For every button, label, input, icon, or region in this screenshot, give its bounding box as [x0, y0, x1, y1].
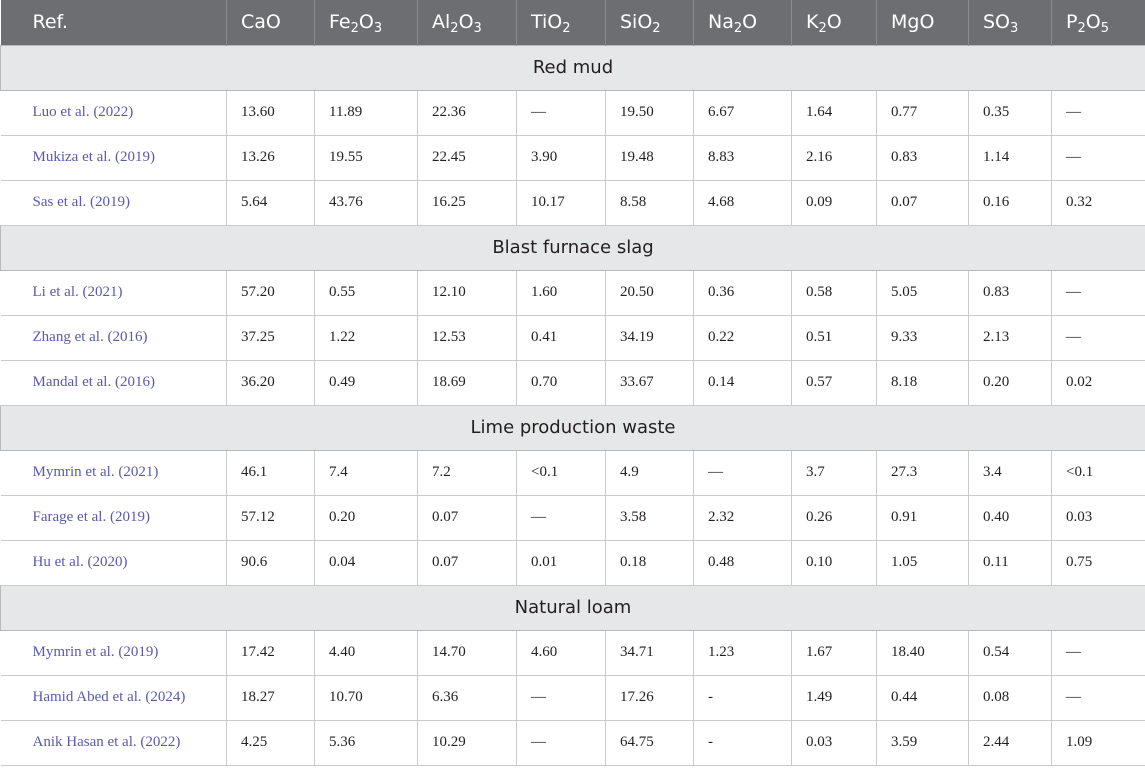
table-body: [1, 45, 1145, 765]
cell-cao: 37.25: [227, 315, 315, 360]
cell-tio2: —: [517, 495, 606, 540]
cell-p2o5: 0.03: [1052, 495, 1145, 540]
cell-na2o: 6.67: [694, 90, 792, 135]
cell-p2o5: —: [1052, 270, 1145, 315]
cell-mgo: 18.40: [877, 630, 969, 675]
cell-k2o: 1.64: [792, 90, 877, 135]
table-row: [1, 270, 1145, 315]
cell-cao: 5.64: [227, 180, 315, 225]
cell-al2o3: 16.25: [418, 180, 517, 225]
cell-fe2o3: 11.89: [315, 90, 418, 135]
cell-tio2: 4.60: [517, 630, 606, 675]
cell-al2o3: 12.10: [418, 270, 517, 315]
cell-na2o: 0.22: [694, 315, 792, 360]
cell-sio2: 8.58: [606, 180, 694, 225]
cell-mgo: 0.07: [877, 180, 969, 225]
cell-fe2o3: 19.55: [315, 135, 418, 180]
cell-na2o: 1.23: [694, 630, 792, 675]
cell-tio2: 3.90: [517, 135, 606, 180]
cell-al2o3: 14.70: [418, 630, 517, 675]
cell-na2o: 0.48: [694, 540, 792, 585]
table-row: [1, 630, 1145, 675]
cell-cao: 18.27: [227, 675, 315, 720]
cell-mgo: 0.77: [877, 90, 969, 135]
cell-na2o: -: [694, 675, 792, 720]
header-sio2: SiO$_2$: [606, 0, 694, 45]
cell-so3: 0.83: [969, 270, 1052, 315]
cell-mgo: 5.05: [877, 270, 969, 315]
cell-cao: 17.42: [227, 630, 315, 675]
header-ref: Ref.: [1, 0, 227, 45]
reference-link[interactable]: Anik Hasan et al. (2022): [1, 720, 227, 765]
reference-link[interactable]: Hamid Abed et al. (2024): [1, 675, 227, 720]
cell-cao: 13.26: [227, 135, 315, 180]
cell-k2o: 0.10: [792, 540, 877, 585]
cell-sio2: 20.50: [606, 270, 694, 315]
cell-fe2o3: 0.20: [315, 495, 418, 540]
group-title: Blast furnace slag: [1, 225, 1145, 270]
cell-cao: 90.6: [227, 540, 315, 585]
cell-sio2: 0.18: [606, 540, 694, 585]
cell-sio2: 19.48: [606, 135, 694, 180]
reference-link[interactable]: Sas et al. (2019): [1, 180, 227, 225]
cell-sio2: 64.75: [606, 720, 694, 765]
reference-link[interactable]: Li et al. (2021): [1, 270, 227, 315]
table-row: [1, 360, 1145, 405]
cell-p2o5: —: [1052, 630, 1145, 675]
cell-fe2o3: 0.55: [315, 270, 418, 315]
cell-mgo: 0.44: [877, 675, 969, 720]
cell-sio2: 3.58: [606, 495, 694, 540]
cell-fe2o3: 0.04: [315, 540, 418, 585]
cell-k2o: 0.09: [792, 180, 877, 225]
cell-k2o: 0.58: [792, 270, 877, 315]
cell-mgo: 3.59: [877, 720, 969, 765]
cell-tio2: 0.41: [517, 315, 606, 360]
cell-so3: 0.20: [969, 360, 1052, 405]
cell-cao: 4.25: [227, 720, 315, 765]
cell-sio2: 34.71: [606, 630, 694, 675]
cell-p2o5: —: [1052, 135, 1145, 180]
cell-tio2: —: [517, 90, 606, 135]
reference-link[interactable]: Mandal et al. (2016): [1, 360, 227, 405]
table-row: [1, 675, 1145, 720]
cell-al2o3: 6.36: [418, 675, 517, 720]
cell-mgo: 1.05: [877, 540, 969, 585]
cell-cao: 57.20: [227, 270, 315, 315]
table-row: [1, 720, 1145, 765]
cell-tio2: 1.60: [517, 270, 606, 315]
cell-na2o: 0.14: [694, 360, 792, 405]
cell-k2o: 0.51: [792, 315, 877, 360]
cell-p2o5: —: [1052, 315, 1145, 360]
group-header-row: [1, 585, 1145, 630]
cell-p2o5: 0.32: [1052, 180, 1145, 225]
table-row: [1, 180, 1145, 225]
header-na2o: $Na_2O$: [694, 0, 792, 45]
cell-p2o5: —: [1052, 90, 1145, 135]
cell-so3: 2.13: [969, 315, 1052, 360]
reference-link[interactable]: Hu et al. (2020): [1, 540, 227, 585]
table-row: [1, 315, 1145, 360]
header-mgo: MgO: [877, 0, 969, 45]
reference-link[interactable]: Luo et al. (2022): [1, 90, 227, 135]
group-title: Red mud: [1, 45, 1145, 90]
header-row: [1, 0, 1145, 45]
cell-k2o: 2.16: [792, 135, 877, 180]
cell-so3: 0.40: [969, 495, 1052, 540]
cell-na2o: -: [694, 720, 792, 765]
reference-link[interactable]: Zhang et al. (2016): [1, 315, 227, 360]
cell-k2o: 0.26: [792, 495, 877, 540]
cell-al2o3: 18.69: [418, 360, 517, 405]
header-al2o3: $Al_2O_3$: [418, 0, 517, 45]
table-row: [1, 540, 1145, 585]
cell-k2o: 0.57: [792, 360, 877, 405]
header-tio2: TiO$_2$: [517, 0, 606, 45]
cell-mgo: 27.3: [877, 450, 969, 495]
reference-link[interactable]: Mukiza et al. (2019): [1, 135, 227, 180]
cell-sio2: 34.19: [606, 315, 694, 360]
cell-fe2o3: 4.40: [315, 630, 418, 675]
table-row: [1, 495, 1145, 540]
cell-mgo: 8.18: [877, 360, 969, 405]
cell-cao: 57.12: [227, 495, 315, 540]
cell-p2o5: 1.09: [1052, 720, 1145, 765]
cell-cao: 36.20: [227, 360, 315, 405]
group-header-row: [1, 45, 1145, 90]
cell-so3: 0.54: [969, 630, 1052, 675]
cell-fe2o3: 7.4: [315, 450, 418, 495]
cell-cao: 13.60: [227, 90, 315, 135]
cell-so3: 3.4: [969, 450, 1052, 495]
table-row: [1, 135, 1145, 180]
cell-mgo: 9.33: [877, 315, 969, 360]
header-so3: $SO_3$: [969, 0, 1052, 45]
reference-link[interactable]: Mymrin et al. (2021): [1, 450, 227, 495]
cell-so3: 0.08: [969, 675, 1052, 720]
cell-k2o: 1.49: [792, 675, 877, 720]
group-title: Lime production waste: [1, 405, 1145, 450]
cell-al2o3: 12.53: [418, 315, 517, 360]
cell-tio2: <0.1: [517, 450, 606, 495]
group-header-row: [1, 405, 1145, 450]
table-header: [1, 0, 1145, 45]
cell-na2o: 4.68: [694, 180, 792, 225]
cell-sio2: 33.67: [606, 360, 694, 405]
cell-sio2: 4.9: [606, 450, 694, 495]
cell-p2o5: 0.75: [1052, 540, 1145, 585]
reference-link[interactable]: Mymrin et al. (2019): [1, 630, 227, 675]
cell-sio2: 17.26: [606, 675, 694, 720]
cell-so3: 1.14: [969, 135, 1052, 180]
table-row: [1, 90, 1145, 135]
cell-al2o3: 10.29: [418, 720, 517, 765]
cell-fe2o3: 5.36: [315, 720, 418, 765]
cell-p2o5: —: [1052, 675, 1145, 720]
cell-fe2o3: 43.76: [315, 180, 418, 225]
cell-mgo: 0.91: [877, 495, 969, 540]
header-fe2o3: $Fe_2O_3$: [315, 0, 418, 45]
cell-so3: 0.16: [969, 180, 1052, 225]
cell-p2o5: <0.1: [1052, 450, 1145, 495]
header-p2o5: $P_2O_5$: [1052, 0, 1145, 45]
cell-al2o3: 0.07: [418, 495, 517, 540]
cell-p2o5: 0.02: [1052, 360, 1145, 405]
cell-so3: 2.44: [969, 720, 1052, 765]
cell-fe2o3: 10.70: [315, 675, 418, 720]
cell-na2o: 8.83: [694, 135, 792, 180]
cell-tio2: 0.70: [517, 360, 606, 405]
header-k2o: $K_2O$: [792, 0, 877, 45]
cell-na2o: 2.32: [694, 495, 792, 540]
cell-al2o3: 22.45: [418, 135, 517, 180]
header-cao: CaO: [227, 0, 315, 45]
cell-al2o3: 0.07: [418, 540, 517, 585]
cell-so3: 0.35: [969, 90, 1052, 135]
cell-na2o: 0.36: [694, 270, 792, 315]
cell-cao: 46.1: [227, 450, 315, 495]
cell-na2o: —: [694, 450, 792, 495]
cell-k2o: 3.7: [792, 450, 877, 495]
cell-tio2: —: [517, 675, 606, 720]
cell-k2o: 1.67: [792, 630, 877, 675]
cell-al2o3: 22.36: [418, 90, 517, 135]
reference-link[interactable]: Farage et al. (2019): [1, 495, 227, 540]
cell-fe2o3: 1.22: [315, 315, 418, 360]
cell-sio2: 19.50: [606, 90, 694, 135]
cell-mgo: 0.83: [877, 135, 969, 180]
cell-tio2: 10.17: [517, 180, 606, 225]
table-row: [1, 450, 1145, 495]
group-header-row: [1, 225, 1145, 270]
cell-fe2o3: 0.49: [315, 360, 418, 405]
group-title: Natural loam: [1, 585, 1145, 630]
cell-k2o: 0.03: [792, 720, 877, 765]
cell-tio2: 0.01: [517, 540, 606, 585]
cell-al2o3: 7.2: [418, 450, 517, 495]
cell-tio2: —: [517, 720, 606, 765]
cell-so3: 0.11: [969, 540, 1052, 585]
